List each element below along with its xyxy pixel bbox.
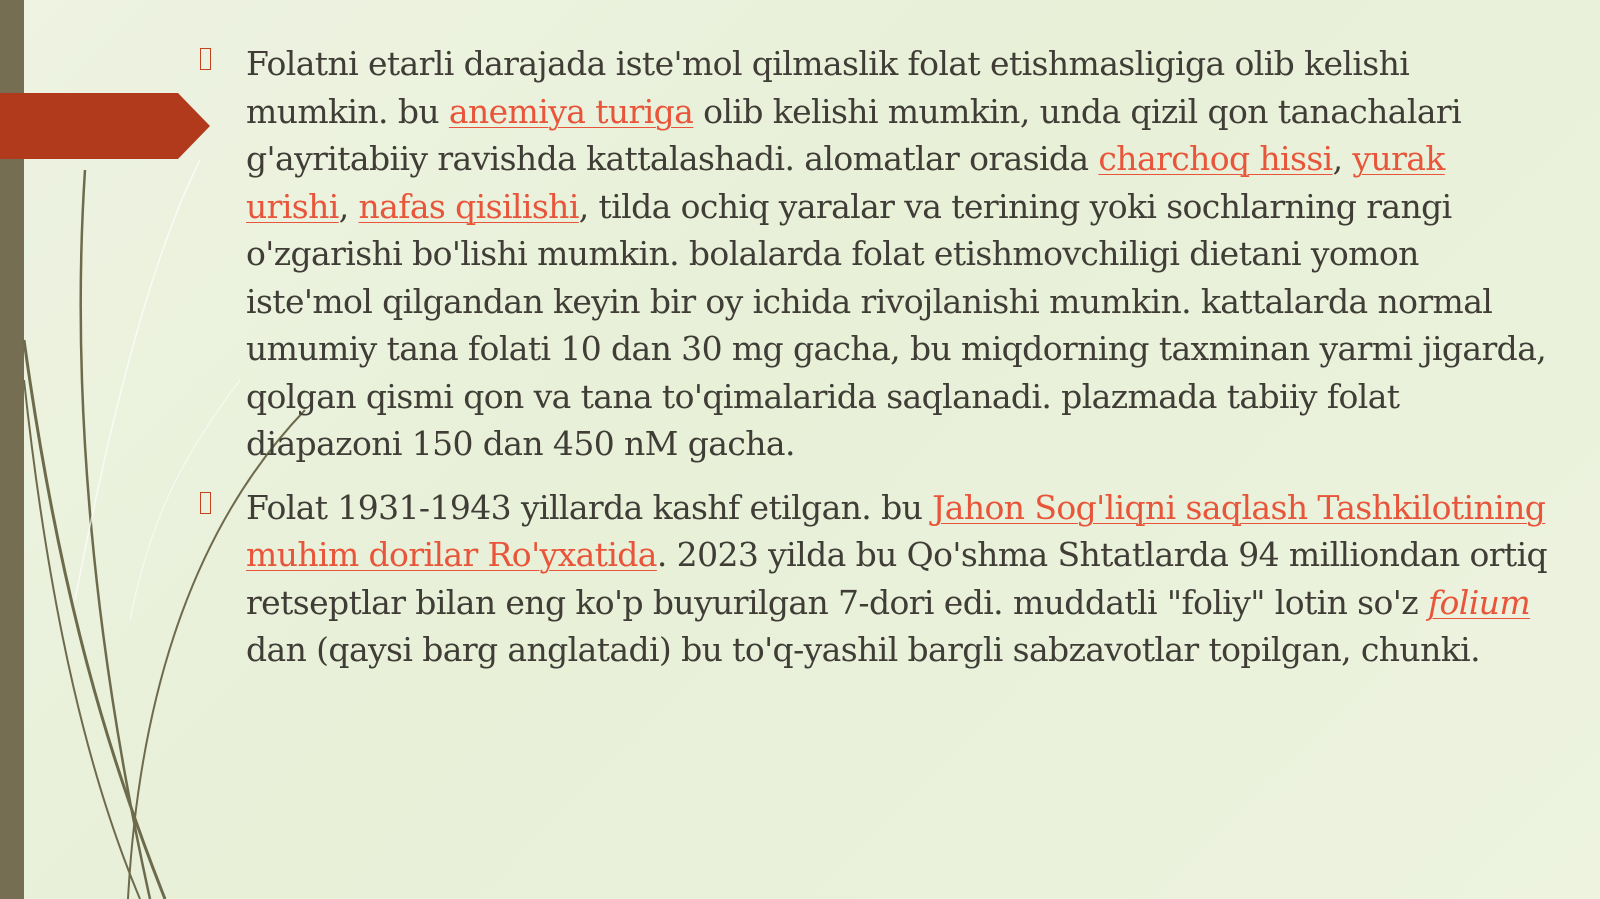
text: ,	[338, 186, 359, 226]
link-who-essential-medicines[interactable]: Jahon Sog'liqni saqlash Tashkilotining muhim dorilar Ro'yxatida	[246, 487, 1546, 574]
bullet-paragraph-2	[200, 484, 1550, 674]
text: dan (qaysi barg anglatadi) bu to'q-yashil bargli sabzavotlar topilgan, chunki.	[246, 630, 1480, 669]
link-nafas-qisilishi[interactable]: nafas qisilishi	[358, 186, 579, 226]
link-yurak-urishi[interactable]: yurak urishi	[246, 139, 1445, 226]
slide-content	[200, 40, 1550, 690]
text: Folatni etarli darajada iste'mol qilmaslik folat etishmasligiga olib kelishi mumkin. bu	[246, 44, 1410, 131]
bullet-paragraph-1	[200, 40, 1550, 468]
text: . 2023 yilda bu Qo'shma Shtatlarda 94 milliondan ortiq retseptlar bilan eng ko'p buyurilgan 7-dori edi. muddatli "foliy" lotin so'z	[246, 535, 1548, 622]
link-anemiya[interactable]: anemiya turiga	[448, 91, 694, 131]
link-folium[interactable]: folium	[1427, 582, 1531, 622]
text: ,	[1332, 139, 1353, 178]
bullet-icon	[200, 492, 211, 514]
text: Folat 1931-1943 yillarda kashf etilgan. bu	[246, 487, 933, 527]
link-charchoq-hissi[interactable]: charchoq hissi	[1098, 139, 1333, 178]
text: , tilda ochiq yaralar va terining yoki sochlarning rangi o'zgarishi bo'lishi mumkin. bolalarda folat etishmovchiligi dietani yomon iste'mol qilgandan keyin bir oy ichida rivojlanishi mumkin. kattalarda normal umumiy tana folati 10 dan 30 mg gacha, bu miqdorning taxminan yarmi jigarda, qolgan qismi qon va tana to'qimalarida saqlanadi. plazmada tabiiy folat diapazoni 150 dan 450 nM gacha.	[246, 186, 1547, 463]
text: olib kelishi mumkin, unda qizil qon tanachalari g'ayritabiiy ravishda kattalashadi. alomatlar orasida	[246, 91, 1462, 178]
red-arrow-tab	[0, 93, 210, 159]
bullet-icon	[200, 48, 211, 70]
